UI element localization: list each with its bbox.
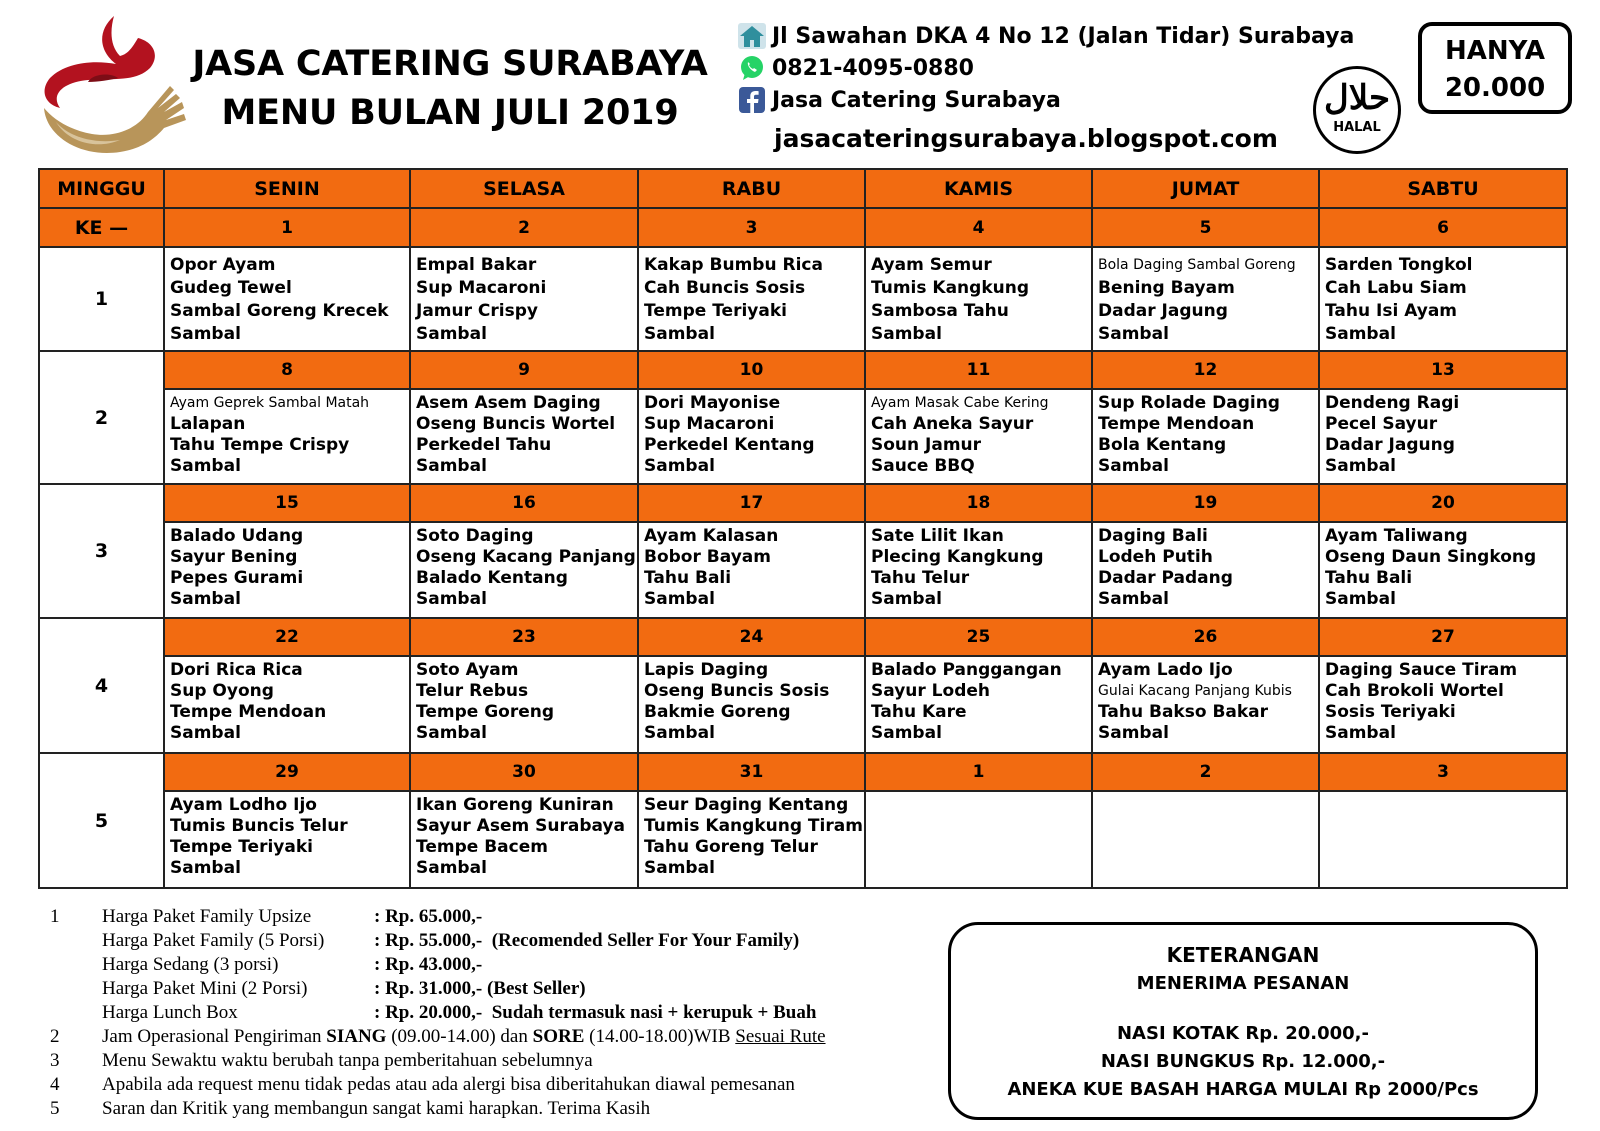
price-nasi-bungkus: NASI BUNGKUS Rp. 12.000,- xyxy=(1100,1051,1386,1072)
note-text: Apabila ada request menu tidak pedas atau ada alergi bisa diberitahukan diawal pemesanan xyxy=(102,1074,795,1095)
date-cell: 4 xyxy=(865,208,1092,247)
date-row xyxy=(39,484,1567,522)
note-number: 2 xyxy=(50,1026,60,1047)
price-note-row xyxy=(40,905,940,929)
website-text: jasacateringsurabaya.blogspot.com xyxy=(774,123,1278,153)
phone-row xyxy=(736,52,1386,84)
price-label: Harga Sedang (3 porsi) xyxy=(102,954,279,975)
price-value: : Rp. 31.000,- xyxy=(374,978,483,999)
price-remark: (Best Seller) xyxy=(482,978,586,999)
price-value: : Rp. 20.000,- xyxy=(374,1002,483,1023)
week-number: 1 xyxy=(39,247,164,351)
menu-item: Sambal xyxy=(416,723,487,743)
menu-row xyxy=(39,791,1567,888)
date-cell: 3 xyxy=(1319,753,1567,791)
menu-item: Tempe Bacem xyxy=(416,837,548,857)
date-cell: 17 xyxy=(638,484,865,522)
title-line-2: MENU BULAN JULI 2019 xyxy=(221,93,679,133)
menu-item: Opor Ayam xyxy=(170,255,276,275)
menu-item: Tahu Bakso Bakar xyxy=(1098,702,1269,722)
price-kue-basah: ANEKA KUE BASAH HARGA MULAI Rp 2000/Pcs xyxy=(1007,1079,1479,1100)
halal-arabic: حلال xyxy=(1323,78,1390,118)
date-cell: 10 xyxy=(638,351,865,389)
menu-item: Ayam Geprek Sambal Matah xyxy=(170,395,370,411)
menu-item: Tempe Goreng xyxy=(416,702,555,722)
menu-item: Sambal xyxy=(1325,456,1396,476)
whatsapp-icon xyxy=(736,53,768,83)
menu-item: Gulai Kacang Panjang Kubis xyxy=(1098,683,1292,699)
menu-cell xyxy=(865,522,1092,618)
note-row xyxy=(40,1025,940,1049)
menu-item: Sayur Asem Surabaya xyxy=(416,816,625,836)
price-value: : Rp. 55.000,- xyxy=(374,930,483,951)
menu-item: Balado Kentang xyxy=(416,568,568,588)
price-notes xyxy=(40,905,940,1025)
menu-item: Pecel Sayur xyxy=(1325,414,1438,434)
menu-item: Sosis Teriyaki xyxy=(1325,702,1456,722)
date-cell: 16 xyxy=(410,484,638,522)
menu-item: Dori Mayonise xyxy=(644,393,781,413)
price-label: Harga Paket Family (5 Porsi) xyxy=(102,930,325,951)
week-number: 5 xyxy=(39,753,164,888)
menu-item: Tahu Goreng Telur xyxy=(644,837,818,857)
menu-item: Ayam Taliwang xyxy=(1325,526,1468,546)
day-header: KAMIS xyxy=(865,169,1092,208)
menu-cell xyxy=(1319,791,1567,888)
phone-text: 0821-4095-0880 xyxy=(772,55,974,81)
menu-item: Tempe Teriyaki xyxy=(644,301,787,321)
date-cell: 12 xyxy=(1092,351,1319,389)
date-cell: 1 xyxy=(164,208,410,247)
menu-item: Sambal xyxy=(170,723,241,743)
date-cell: 2 xyxy=(1092,753,1319,791)
menu-cell xyxy=(638,522,865,618)
menu-item: Bobor Bayam xyxy=(644,547,771,567)
menu-item: Plecing Kangkung xyxy=(871,547,1044,567)
menu-item: Oseng Buncis Wortel xyxy=(416,414,616,434)
menu-item: Sambal xyxy=(170,324,241,344)
menu-item: Cah Buncis Sosis xyxy=(644,278,806,298)
menu-item: Sambal xyxy=(871,589,942,609)
menu-cell xyxy=(1319,522,1567,618)
note-number: 1 xyxy=(50,906,60,927)
menu-item: Tumis Kangkung Tiram xyxy=(644,816,863,836)
date-cell: 31 xyxy=(638,753,865,791)
menu-cell xyxy=(410,656,638,753)
home-icon xyxy=(736,21,768,51)
menu-cell xyxy=(164,522,410,618)
menu-item: Ayam Lodho Ijo xyxy=(170,795,317,815)
menu-item: Pepes Gurami xyxy=(170,568,304,588)
menu-item: Sup Oyong xyxy=(170,681,274,701)
menu-cell xyxy=(865,247,1092,351)
keterangan-subtitle: MENERIMA PESANAN xyxy=(1136,973,1350,994)
catering-logo xyxy=(36,12,186,162)
menu-cell xyxy=(1092,791,1319,888)
price-note-row xyxy=(40,977,940,1001)
menu-item: Sup Macaroni xyxy=(644,414,775,434)
price-value: : Rp. 43.000,- xyxy=(374,954,483,975)
menu-item: Sambal xyxy=(170,589,241,609)
menu-cell xyxy=(1319,389,1567,484)
day-header: SELASA xyxy=(410,169,638,208)
menu-item: Sambal xyxy=(170,858,241,878)
menu-item: Sayur Lodeh xyxy=(871,681,990,701)
menu-cell xyxy=(410,389,638,484)
date-cell: 1 xyxy=(865,753,1092,791)
menu-item: Sambal xyxy=(644,589,715,609)
menu-cell xyxy=(638,656,865,753)
date-cell: 25 xyxy=(865,618,1092,656)
menu-cell xyxy=(865,389,1092,484)
menu-item: Sambal xyxy=(1098,456,1169,476)
note-number: 3 xyxy=(50,1050,60,1071)
menu-item: Ayam Kalasan xyxy=(644,526,779,546)
menu-item: Sambal xyxy=(871,324,942,344)
menu-item: Sambal xyxy=(170,456,241,476)
menu-item: Sauce BBQ xyxy=(871,456,975,476)
menu-cell xyxy=(865,656,1092,753)
price-value: : Rp. 65.000,- xyxy=(374,906,483,927)
menu-item: Tahu Bali xyxy=(1325,568,1413,588)
menu-item: Sambosa Tahu xyxy=(871,301,1009,321)
menu-item: Tahu Telur xyxy=(871,568,970,588)
menu-row xyxy=(39,389,1567,484)
menu-item: Tempe Mendoan xyxy=(1098,414,1255,434)
date-cell: 15 xyxy=(164,484,410,522)
price-nasi-kotak: NASI KOTAK Rp. 20.000,- xyxy=(1116,1023,1369,1044)
note-row xyxy=(40,1097,940,1121)
menu-item: Cah Brokoli Wortel xyxy=(1325,681,1504,701)
note-text: Saran dan Kritik yang membangun sangat kami harapkan. Terima Kasih xyxy=(102,1098,651,1119)
header-ke: KE — xyxy=(39,208,164,247)
note-number: 5 xyxy=(50,1098,60,1119)
website-row xyxy=(736,122,1386,154)
menu-cell xyxy=(638,791,865,888)
menu-item: Tahu Bali xyxy=(644,568,732,588)
menu-item: Perkedel Kentang xyxy=(644,435,815,455)
date-cell: 23 xyxy=(410,618,638,656)
week-number: 4 xyxy=(39,618,164,753)
menu-cell xyxy=(410,522,638,618)
menu-row xyxy=(39,522,1567,618)
menu-item: Sambal xyxy=(416,589,487,609)
facebook-icon xyxy=(736,85,768,115)
menu-item: Sambal xyxy=(871,723,942,743)
menu-item: Ikan Goreng Kuniran xyxy=(416,795,614,815)
menu-item: Cah Labu Siam xyxy=(1325,278,1467,298)
date-cell: 9 xyxy=(410,351,638,389)
halal-label: HALAL xyxy=(1333,120,1381,135)
menu-item: Daging Bali xyxy=(1098,526,1208,546)
day-header: SABTU xyxy=(1319,169,1567,208)
menu-item: Balado Udang xyxy=(170,526,304,546)
date-cell: 26 xyxy=(1092,618,1319,656)
menu-item: Dori Rica Rica xyxy=(170,660,303,680)
notes-section xyxy=(40,905,940,1121)
note-number xyxy=(40,929,102,953)
menu-item: Sambal xyxy=(416,858,487,878)
note-row xyxy=(40,1073,940,1097)
date-cell: 2 xyxy=(410,208,638,247)
menu-item: Sambal xyxy=(1098,589,1169,609)
menu-cell xyxy=(1092,247,1319,351)
menu-item: Tempe Teriyaki xyxy=(170,837,313,857)
menu-cell xyxy=(164,389,410,484)
date-cell: 8 xyxy=(164,351,410,389)
menu-item: Daging Sauce Tiram xyxy=(1325,660,1518,680)
menu-item: Bakmie Goreng xyxy=(644,702,791,722)
menu-item: Tahu Kare xyxy=(871,702,967,722)
date-cell: 20 xyxy=(1319,484,1567,522)
menu-cell xyxy=(1092,522,1319,618)
menu-item: Ayam Semur xyxy=(871,255,992,275)
price-remark: (Recomended Seller For Your Family) xyxy=(482,930,800,951)
date-row xyxy=(39,618,1567,656)
day-header: RABU xyxy=(638,169,865,208)
header-minggu: MINGGU xyxy=(39,169,164,208)
menu-item: Sate Lilit Ikan xyxy=(871,526,1004,546)
menu-item: Sarden Tongkol xyxy=(1325,255,1473,275)
note-number xyxy=(40,1001,102,1025)
contact-info xyxy=(736,20,1386,154)
price-tag-line-1: HANYA xyxy=(1444,36,1546,66)
menu-item: Tahu Tempe Crispy xyxy=(170,435,350,455)
date-cell: 27 xyxy=(1319,618,1567,656)
price-label: Harga Lunch Box xyxy=(102,1002,238,1023)
menu-item: Telur Rebus xyxy=(416,681,529,701)
menu-cell xyxy=(164,791,410,888)
menu-item: Perkedel Tahu xyxy=(416,435,552,455)
date-cell: 3 xyxy=(638,208,865,247)
price-tag-line-2: 20.000 xyxy=(1444,73,1546,103)
note-row xyxy=(40,1049,940,1073)
menu-item: Jamur Crispy xyxy=(416,301,538,321)
menu-item: Cah Aneka Sayur xyxy=(871,414,1034,434)
menu-item: Gudeg Tewel xyxy=(170,278,292,298)
menu-item: Lapis Daging xyxy=(644,660,769,680)
menu-item: Bola Kentang xyxy=(1098,435,1227,455)
facebook-row xyxy=(736,84,1386,116)
menu-cell xyxy=(1092,389,1319,484)
menu-item: Sayur Bening xyxy=(170,547,298,567)
date-row xyxy=(39,753,1567,791)
menu-item: Dadar Padang xyxy=(1098,568,1233,588)
note-number: 4 xyxy=(50,1074,60,1095)
menu-item: Sambal xyxy=(416,324,487,344)
menu-item: Sambal xyxy=(1098,723,1169,743)
date-row xyxy=(39,351,1567,389)
day-header: SENIN xyxy=(164,169,410,208)
menu-item: Bola Daging Sambal Goreng xyxy=(1098,257,1296,273)
week-number: 3 xyxy=(39,484,164,618)
menu-item: Tahu Isi Ayam xyxy=(1325,301,1458,321)
menu-item: Ayam Lado Ijo xyxy=(1098,660,1233,680)
menu-item: Dadar Jagung xyxy=(1325,435,1455,455)
menu-item: Sambal xyxy=(644,324,715,344)
date-cell: 6 xyxy=(1319,208,1567,247)
date-cell: 19 xyxy=(1092,484,1319,522)
menu-cell xyxy=(638,247,865,351)
keterangan-prices xyxy=(951,1020,1535,1104)
note-text: Jam Operasional Pengiriman SIANG (09.00-14.00) dan SORE (14.00-18.00)WIB Sesuai Rute xyxy=(102,1026,826,1047)
note-number xyxy=(40,953,102,977)
price-label: Harga Paket Mini (2 Porsi) xyxy=(102,978,308,999)
date-cell: 18 xyxy=(865,484,1092,522)
week-number: 2 xyxy=(39,351,164,484)
menu-item: Soto Ayam xyxy=(416,660,519,680)
price-tag xyxy=(1418,22,1572,114)
menu-item: Kakap Bumbu Rica xyxy=(644,255,823,275)
date-row xyxy=(39,208,1567,247)
price-label: Harga Paket Family Upsize xyxy=(102,906,312,927)
menu-item: Tumis Buncis Telur xyxy=(170,816,348,836)
day-header: JUMAT xyxy=(1092,169,1319,208)
facebook-text: Jasa Catering Surabaya xyxy=(772,87,1061,113)
address-row xyxy=(736,20,1386,52)
menu-item: Tumis Kangkung xyxy=(871,278,1030,298)
menu-item: Sambal xyxy=(644,456,715,476)
menu-item: Soun Jamur xyxy=(871,435,982,455)
menu-item: Balado Panggangan xyxy=(871,660,1062,680)
price-remark: Sudah termasuk nasi + kerupuk + Buah xyxy=(482,1002,817,1023)
date-cell: 13 xyxy=(1319,351,1567,389)
menu-cell xyxy=(164,656,410,753)
menu-cell xyxy=(865,791,1092,888)
page-title xyxy=(180,40,720,138)
menu-row xyxy=(39,656,1567,753)
menu-item: Sambal xyxy=(416,456,487,476)
menu-cell xyxy=(1319,656,1567,753)
menu-item: Seur Daging Kentang xyxy=(644,795,849,815)
menu-cell xyxy=(1319,247,1567,351)
menu-item: Sambal xyxy=(1325,589,1396,609)
menu-row xyxy=(39,247,1567,351)
halal-badge xyxy=(1313,66,1401,154)
menu-item: Asem Asem Daging xyxy=(416,393,601,413)
menu-table xyxy=(38,168,1568,889)
menu-item: Bening Bayam xyxy=(1098,278,1235,298)
date-cell: 5 xyxy=(1092,208,1319,247)
menu-cell xyxy=(638,389,865,484)
menu-item: Dendeng Ragi xyxy=(1325,393,1460,413)
date-cell: 22 xyxy=(164,618,410,656)
menu-item: Dadar Jagung xyxy=(1098,301,1228,321)
date-cell: 30 xyxy=(410,753,638,791)
menu-item: Ayam Masak Cabe Kering xyxy=(871,395,1049,411)
menu-item: Sambal xyxy=(644,858,715,878)
menu-item: Oseng Buncis Sosis xyxy=(644,681,830,701)
menu-item: Lodeh Putih xyxy=(1098,547,1213,567)
menu-item: Empal Bakar xyxy=(416,255,537,275)
keterangan-title: KETERANGAN xyxy=(1166,943,1320,967)
menu-cell xyxy=(164,247,410,351)
menu-item: Soto Daging xyxy=(416,526,534,546)
price-note-row xyxy=(40,1001,940,1025)
menu-item: Sambal xyxy=(1325,324,1396,344)
menu-item: Lalapan xyxy=(170,414,246,434)
date-cell: 24 xyxy=(638,618,865,656)
price-note-row xyxy=(40,953,940,977)
table-header-days xyxy=(39,169,1567,208)
date-cell: 11 xyxy=(865,351,1092,389)
menu-item: Sambal xyxy=(1325,723,1396,743)
price-note-row xyxy=(40,929,940,953)
address-text: Jl Sawahan DKA 4 No 12 (Jalan Tidar) Surabaya xyxy=(772,23,1355,49)
menu-item: Sup Rolade Daging xyxy=(1098,393,1280,413)
note-text: Menu Sewaktu waktu berubah tanpa pemberitahuan sebelumnya xyxy=(102,1050,593,1071)
menu-item: Sambal Goreng Krecek xyxy=(170,301,389,321)
menu-item: Oseng Kacang Panjang xyxy=(416,547,636,567)
menu-item: Oseng Daun Singkong xyxy=(1325,547,1537,567)
menu-item: Sambal xyxy=(644,723,715,743)
menu-cell xyxy=(410,247,638,351)
menu-item: Tempe Mendoan xyxy=(170,702,327,722)
menu-item: Sup Macaroni xyxy=(416,278,547,298)
date-cell: 29 xyxy=(164,753,410,791)
keterangan-box xyxy=(948,922,1538,1120)
note-number xyxy=(40,977,102,1001)
menu-cell xyxy=(1092,656,1319,753)
title-line-1: JASA CATERING SURABAYA xyxy=(192,44,708,84)
menu-cell xyxy=(410,791,638,888)
menu-item: Sambal xyxy=(1098,324,1169,344)
